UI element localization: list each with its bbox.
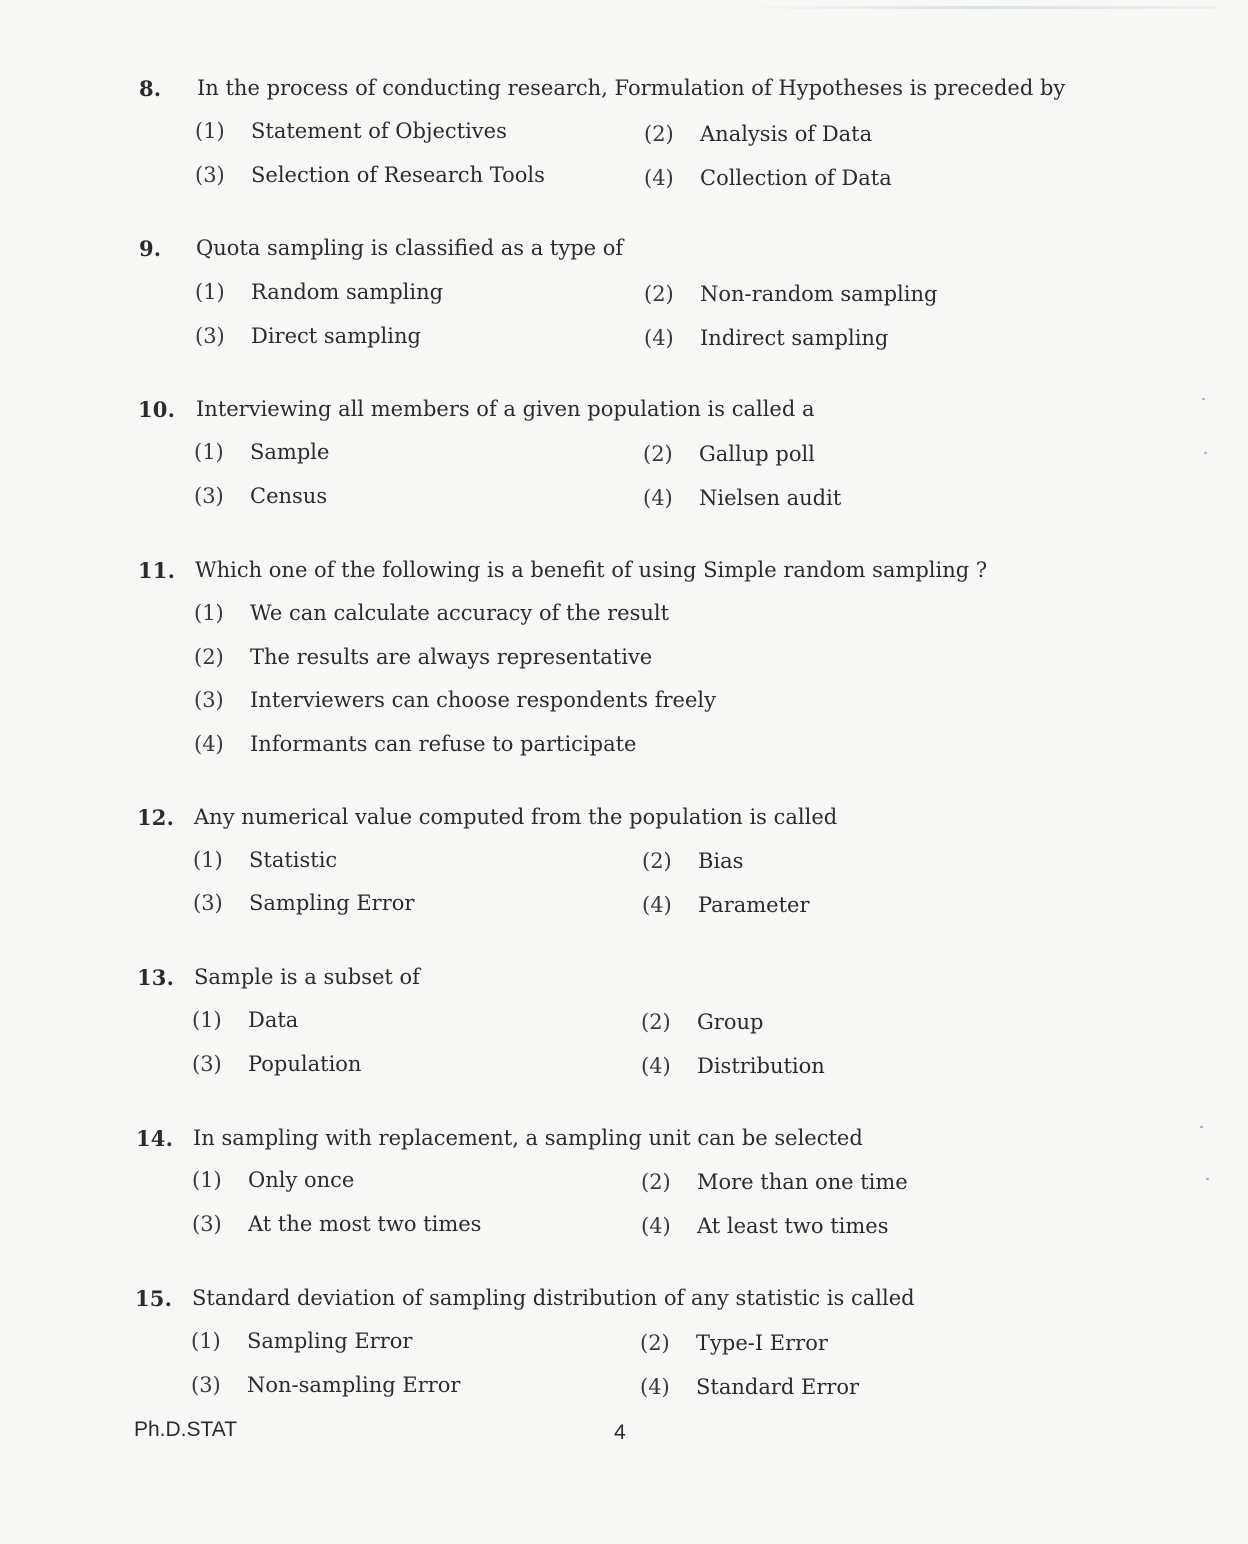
option-3: (3) Sampling Error xyxy=(193,891,415,915)
exam-code: Ph.D.STAT xyxy=(134,1418,238,1441)
question-number: 10. xyxy=(138,397,176,422)
option-4: (4) Parameter xyxy=(642,893,810,917)
option-1: (1) Only once xyxy=(192,1168,355,1192)
option-4: (4) Indirect sampling xyxy=(644,326,889,350)
option-2: (2) Gallup poll xyxy=(643,442,815,466)
question-text: In the process of conducting research, Formulation of Hypotheses is preceded by xyxy=(197,76,1066,100)
question-number: 15. xyxy=(135,1286,173,1311)
option-1: (1) Random sampling xyxy=(195,280,444,304)
scan-speck xyxy=(1202,398,1205,400)
option-1: (1) Sampling Error xyxy=(191,1329,413,1353)
option-4: (4) Collection of Data xyxy=(644,166,892,190)
option-4: (4) Informants can refuse to participate xyxy=(194,732,637,756)
option-2: (2) Group xyxy=(641,1010,764,1034)
question-text: In sampling with replacement, a sampling unit can be selected xyxy=(193,1126,863,1150)
question-text: Interviewing all members of a given population is called a xyxy=(196,397,815,421)
option-4: (4) At least two times xyxy=(641,1214,889,1238)
question-number: 8. xyxy=(139,76,162,101)
option-3: (3) Interviewers can choose respondents freely xyxy=(194,688,716,712)
question-text: Sample is a subset of xyxy=(194,965,420,989)
option-3: (3) Selection of Research Tools xyxy=(195,163,545,187)
question-number: 13. xyxy=(137,965,175,990)
option-3: (3) Non-sampling Error xyxy=(191,1373,461,1397)
option-1: (1) Data xyxy=(192,1008,299,1032)
option-4: (4) Nielsen audit xyxy=(643,486,842,510)
question-number: 14. xyxy=(136,1126,174,1151)
option-4: (4) Standard Error xyxy=(640,1375,860,1399)
option-3: (3) Population xyxy=(192,1052,362,1076)
question-text: Which one of the following is a benefit of using Simple random sampling ? xyxy=(195,558,988,582)
option-1: (1) We can calculate accuracy of the result xyxy=(194,601,670,625)
option-2: (2) Bias xyxy=(642,849,744,873)
option-2: (2) More than one time xyxy=(641,1170,908,1194)
option-1: (1) Statistic xyxy=(193,848,338,872)
scan-speck xyxy=(1200,1126,1203,1128)
scan-speck xyxy=(1206,1178,1209,1180)
question-number: 9. xyxy=(139,236,162,261)
page-number: 4 xyxy=(614,1421,626,1444)
option-2: (2) Non-random sampling xyxy=(644,282,938,306)
question-number: 11. xyxy=(138,558,176,583)
option-4: (4) Distribution xyxy=(641,1054,825,1078)
option-3: (3) Census xyxy=(194,484,328,508)
option-3: (3) At the most two times xyxy=(192,1212,482,1236)
option-3: (3) Direct sampling xyxy=(195,324,421,348)
question-text: Any numerical value computed from the population is called xyxy=(194,805,838,829)
scan-artifact xyxy=(740,6,1215,9)
option-2: (2) Analysis of Data xyxy=(644,122,873,146)
question-text: Quota sampling is classified as a type of xyxy=(196,236,624,260)
option-2: (2) Type-I Error xyxy=(640,1331,828,1355)
question-text: Standard deviation of sampling distribution of any statistic is called xyxy=(192,1286,915,1310)
option-1: (1) Sample xyxy=(194,440,330,464)
scan-speck xyxy=(1204,452,1207,454)
option-1: (1) Statement of Objectives xyxy=(195,119,507,143)
option-2: (2) The results are always representative xyxy=(194,645,653,669)
question-number: 12. xyxy=(137,805,175,830)
